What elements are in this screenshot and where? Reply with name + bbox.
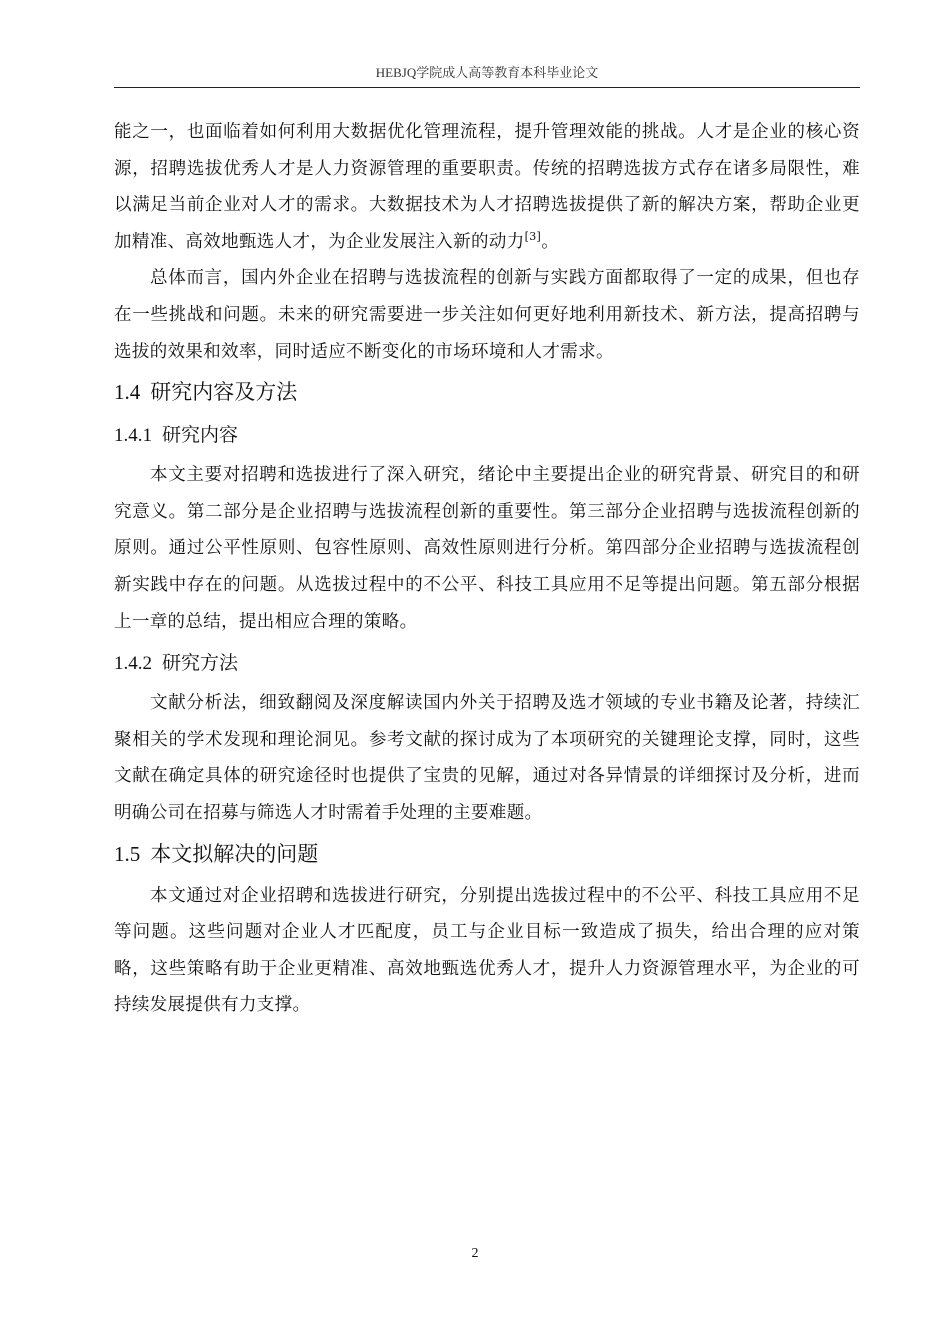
paragraph-research-method: 文献分析法，细致翻阅及深度解读国内外关于招聘及选才领域的专业书籍及论著，持续汇聚相关的学术发现和理论洞见。参考文献的探讨成为了本项研究的关键理论支撑，同时，这些文献在确定具体的研究途径时也提供了宝贵的见解，通过对各异情景的详细探讨及分析，进而明确公司在招募与筛选人才时需着手处理的主要难题。 <box>114 693 860 823</box>
page-content <box>114 114 860 1024</box>
subsection-title: 研究内容 <box>162 424 239 447</box>
section-heading-1-5 <box>114 834 860 874</box>
subsection-number: 1.4.2 <box>114 653 152 675</box>
subsection-heading-1-4-1 <box>114 416 860 455</box>
paragraph-problems: 本文通过对企业招聘和选拔进行研究，分别提出选拔过程中的不公平、科技工具应用不足等问题。这些问题对企业人才匹配度，员工与企业目标一致造成了损失，给出合理的应对策略，这些策略有助于企业更精准、高效地甄选优秀人才，提升人力资源管理水平，为企业的可持续发展提供有力支撑。 <box>114 885 860 1016</box>
subsection-title: 研究方法 <box>162 652 239 675</box>
page-number: 2 <box>471 1246 479 1261</box>
subsection-heading-1-4-2 <box>114 644 860 683</box>
header-rule <box>114 87 860 88</box>
paragraph-end: 。 <box>541 231 560 252</box>
paragraph-summary: 总体而言，国内外企业在招聘与选拔流程的创新与实践方面都取得了一定的成果，但也存在一些挑战和问题。未来的研究需要进一步关注如何更好地利用新技术、新方法，提高招聘与选拔的效果和效率，同时适应不断变化的市场环境和人才需求。 <box>114 268 860 362</box>
section-number: 1.4 <box>114 380 141 405</box>
paragraph-research-content: 本文主要对招聘和选拔进行了深入研究，绪论中主要提出企业的研究背景、研究目的和研究意义。第二部分是企业招聘与选拔流程创新的重要性。第三部分企业招聘与选拔流程创新的原则。通过公平性原则、包容性原则、高效性原则进行分析。第四部分企业招聘与选拔流程创新实践中存在的问题。从选拔过程中的不公平、科技工具应用不足等提出问题。第五部分根据上一章的总结，提出相应合理的策略。 <box>114 465 860 632</box>
section-number: 1.5 <box>114 841 141 866</box>
running-header: HEBJQ学院成人高等教育本科毕业论文 <box>375 65 599 80</box>
paragraph-continued <box>114 114 860 260</box>
paragraph-text: 能之一，也面临着如何利用大数据优化管理流程，提升管理效能的挑战。人才是企业的核心资源，招聘选拔优秀人才是人力资源管理的重要职责。传统的招聘选拔方式存在诸多局限性，难以满足当前企业对人才的需求。大数据技术为人才招聘选拔提供了新的解决方案，帮助企业更加精准、高效地甄选人才，为企业发展注入新的动力 <box>114 122 860 252</box>
section-heading-1-4 <box>114 372 860 412</box>
subsection-number: 1.4.1 <box>114 425 152 447</box>
section-title: 研究内容及方法 <box>150 380 298 405</box>
section-title: 本文拟解决的问题 <box>150 841 319 866</box>
citation-marker: [3] <box>524 229 542 243</box>
